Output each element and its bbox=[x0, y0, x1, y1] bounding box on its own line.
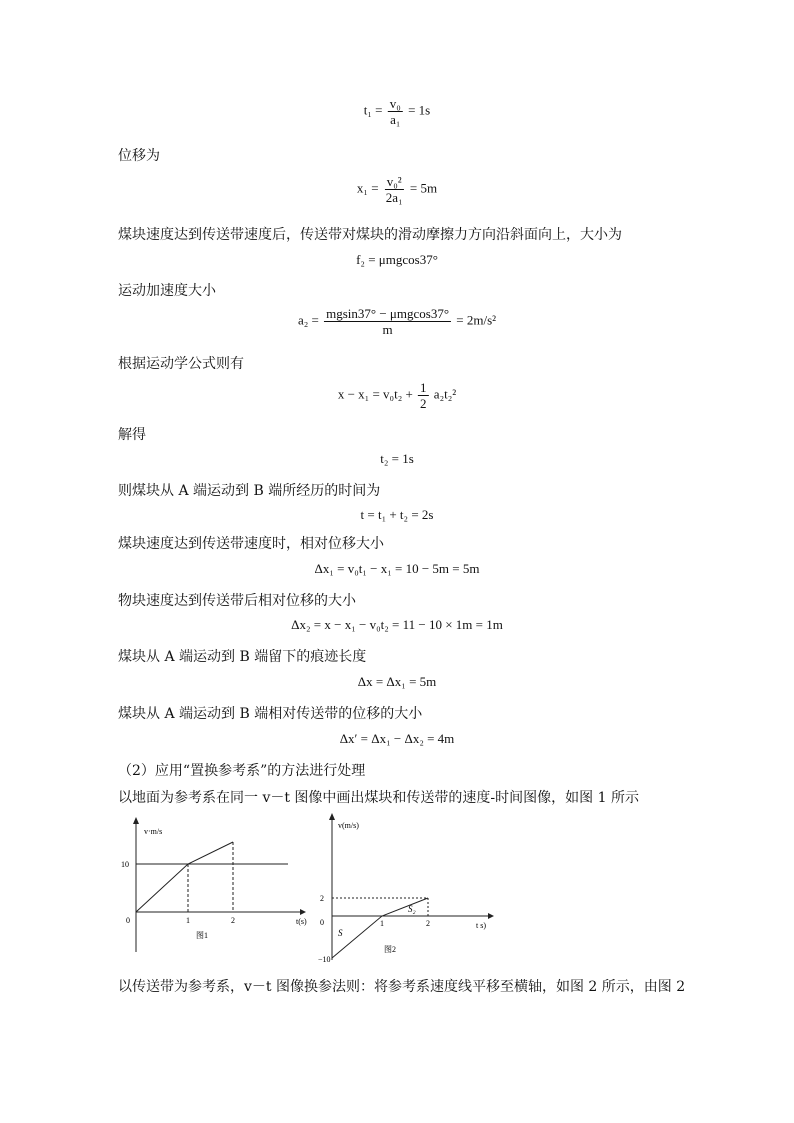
fig2-ylabel: v(m/s) bbox=[338, 821, 359, 830]
eq4-den: m bbox=[382, 322, 393, 337]
eq5-num: 1 bbox=[420, 380, 427, 395]
equation-t2: t₂ = 1s bbox=[380, 451, 414, 466]
eq4-lhs: a₂ = bbox=[297, 312, 319, 328]
eq2-num: v₀² bbox=[386, 174, 402, 189]
fig1-caption: 图1 bbox=[196, 931, 208, 940]
fig2-area-upper-label: S₂ bbox=[408, 904, 416, 914]
eq4-num: mgsin37° − μmgcos37° bbox=[326, 306, 450, 321]
equation-dx: Δx = Δx₁ = 5m bbox=[357, 674, 437, 689]
equation-f2: f₂ = μmgcos37° bbox=[356, 252, 438, 267]
fig2-xlabel: t s) bbox=[476, 921, 486, 930]
eq5-rhs: a₂t₂² bbox=[433, 386, 457, 402]
fig2-area-lower-label: S bbox=[338, 928, 343, 938]
fig1-ylabel: v·m/s bbox=[144, 827, 163, 836]
eq1-rhs: = 1s bbox=[408, 102, 431, 118]
fig1-y-arrow bbox=[133, 817, 139, 824]
fig1-xtick-1: 1 bbox=[186, 916, 190, 925]
eq2-rhs: = 5m bbox=[409, 180, 438, 196]
text-line-acceleration: 运动加速度大小 bbox=[118, 283, 216, 299]
equation-a2 bbox=[298, 306, 496, 337]
fig2-origin: 0 bbox=[320, 918, 324, 927]
text-line-method: （2）应用“置换参考系”的方法进行处理 bbox=[118, 763, 366, 779]
eq1-fraction bbox=[388, 96, 403, 127]
equation-dx1: Δx₁ = v₀t₁ − x₁ = 10 − 5m = 5m bbox=[314, 561, 480, 576]
fig2-y-arrow bbox=[329, 813, 335, 820]
fig2-ytick-2: 2 bbox=[320, 894, 324, 903]
eq5-lhs: x − x₁ = v₀t₂ + bbox=[337, 386, 413, 402]
eq4-rhs: = 2m/s² bbox=[456, 312, 497, 328]
fig1-x-arrow bbox=[300, 909, 306, 915]
figure-1-vt-graph bbox=[118, 812, 308, 962]
equation-t1 bbox=[364, 96, 430, 127]
eq1-num: v₀ bbox=[389, 96, 401, 111]
fig1-xlabel: t(s) bbox=[296, 917, 307, 926]
eq2-den: 2a₁ bbox=[385, 190, 403, 205]
text-line-trace-length: 煤块从 A 端运动到 B 端留下的痕迹长度 bbox=[118, 649, 367, 665]
fig2-x-arrow bbox=[488, 913, 494, 919]
equation-dx-prime: Δx′ = Δx₁ − Δx₂ = 4m bbox=[339, 731, 455, 746]
text-line-relative-to-belt: 煤块从 A 端运动到 B 端相对传送带的位移的大小 bbox=[118, 706, 423, 722]
equation-x1 bbox=[357, 174, 437, 205]
eq1-lhs: t₁ = bbox=[363, 102, 383, 118]
fig2-caption: 图2 bbox=[384, 945, 396, 954]
text-line-solve: 解得 bbox=[118, 427, 146, 443]
fig1-xtick-2: 2 bbox=[231, 916, 235, 925]
eq1-den: a₁ bbox=[390, 112, 401, 127]
fig1-block-velocity-line bbox=[136, 842, 233, 912]
eq2-fraction bbox=[384, 174, 405, 205]
fig2-ytick-neg10: −10 bbox=[318, 955, 331, 964]
fig1-ytick-10: 10 bbox=[121, 860, 129, 869]
fig2-xtick-2: 2 bbox=[426, 919, 430, 928]
text-line-kinematics: 根据运动学公式则有 bbox=[118, 356, 244, 372]
eq5-fraction bbox=[418, 380, 429, 411]
text-line-belt-frame: 以传送带为参考系，v－t 图像换参法则：将参考系速度线平移至横轴，如图 2 所示，由图 2 bbox=[118, 979, 686, 995]
equation-t: t = t₁ + t₂ = 2s bbox=[360, 507, 434, 522]
equation-kinematics bbox=[338, 380, 456, 411]
equation-dx2: Δx₂ = x − x₁ − v₀t₂ = 11 − 10 × 1m = 1m bbox=[291, 617, 503, 632]
fig1-origin: 0 bbox=[126, 916, 130, 925]
eq4-fraction bbox=[324, 306, 451, 337]
text-line-friction: 煤块速度达到传送带速度后，传送带对煤块的滑动摩擦力方向沿斜面向上，大小为 bbox=[118, 227, 622, 243]
figure-2-vt-graph bbox=[312, 812, 502, 964]
text-line-total-time: 则煤块从 A 端运动到 B 端所经历的时间为 bbox=[118, 483, 381, 499]
eq5-den: 2 bbox=[420, 396, 427, 411]
eq2-lhs: x₁ = bbox=[356, 180, 379, 196]
text-line-relative-displacement-2: 物块速度达到传送带后相对位移的大小 bbox=[118, 593, 356, 609]
text-line-ground-frame: 以地面为参考系在同一 v－t 图像中画出煤块和传送带的速度-时间图像，如图 1 所示 bbox=[118, 790, 639, 806]
fig2-xtick-1: 1 bbox=[380, 919, 384, 928]
text-line-relative-displacement-1: 煤块速度达到传送带速度时，相对位移大小 bbox=[118, 536, 384, 552]
text-line-displacement: 位移为 bbox=[118, 148, 160, 164]
